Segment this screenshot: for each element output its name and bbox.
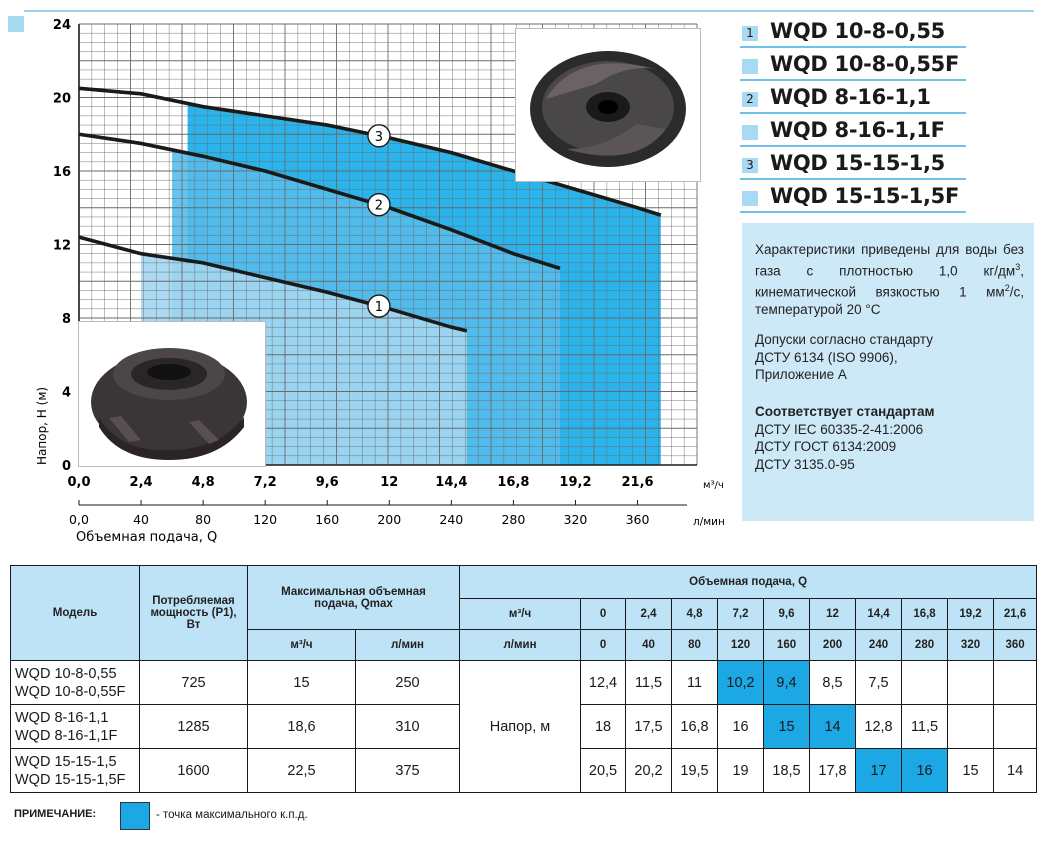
model-cell bbox=[11, 705, 140, 749]
header-q-lmin: 80 bbox=[672, 630, 718, 661]
model-cell bbox=[11, 749, 140, 793]
model-name: WQD 15-15-1,5 bbox=[15, 753, 117, 770]
legend-label: WQD 8-16-1,1F bbox=[770, 118, 945, 142]
power-cell: 1600 bbox=[140, 749, 248, 793]
header-q-m3h: 14,4 bbox=[856, 599, 902, 630]
series-label-3: 3 bbox=[374, 129, 384, 145]
header-q-m3h: 12 bbox=[810, 599, 856, 630]
header-q-lmin: 360 bbox=[994, 630, 1037, 661]
x-tick-label-lmin: 80 bbox=[195, 512, 212, 527]
impeller-photo-bottom bbox=[78, 321, 266, 467]
header-q-lmin: 40 bbox=[626, 630, 672, 661]
model-name: WQD 8-16-1,1 bbox=[15, 709, 109, 726]
legend-label: WQD 10-8-0,55 bbox=[770, 19, 945, 43]
x-tick-label-m3h: 9,6 bbox=[315, 475, 339, 490]
head-value-cell: 11 bbox=[672, 661, 718, 705]
power-cell: 1285 bbox=[140, 705, 248, 749]
standards-text: Соответствует стандартам ДСТУ IEC 60335-2-41:2006 ДСТУ ГОСТ 6134:2009 ДСТУ 3135.0-95 bbox=[755, 404, 935, 472]
legend-badge: 2 bbox=[742, 92, 758, 107]
legend-badge: 3 bbox=[742, 158, 758, 173]
head-value-cell: 18,5 bbox=[764, 749, 810, 793]
qmax-lmin-cell: 310 bbox=[356, 705, 460, 749]
series-label-1: 1 bbox=[374, 300, 384, 316]
x-tick-label-lmin: 280 bbox=[501, 512, 526, 527]
head-value-cell: 10,2 bbox=[718, 661, 764, 705]
tolerance-text: Допуски согласно стандарту ДСТУ 6134 (ISO 9906), Приложение А bbox=[755, 332, 933, 382]
head-value-cell: 12,8 bbox=[856, 705, 902, 749]
x-tick-label-lmin: 240 bbox=[439, 512, 464, 527]
x-tick-label-m3h: 12 bbox=[380, 475, 399, 490]
header-q-m3h: 19,2 bbox=[948, 599, 994, 630]
header-q-m3h: 7,2 bbox=[718, 599, 764, 630]
header-q-m3h: 2,4 bbox=[626, 599, 672, 630]
y-tick-label: 4 bbox=[61, 385, 71, 401]
model-cell bbox=[11, 661, 140, 705]
header-q-m3h: 0 bbox=[581, 599, 626, 630]
x-tick-label-m3h: 16,8 bbox=[497, 475, 530, 490]
header-q-m3h: 4,8 bbox=[672, 599, 718, 630]
legend-item bbox=[740, 51, 966, 81]
head-value-cell: 18 bbox=[581, 705, 626, 749]
legend-badge bbox=[742, 125, 758, 140]
power-cell: 725 bbox=[140, 661, 248, 705]
spec-table-wrap bbox=[10, 565, 1032, 793]
y-tick-label: 12 bbox=[52, 238, 71, 254]
info-box bbox=[742, 223, 1034, 521]
y-tick-label: 20 bbox=[52, 91, 71, 107]
y-tick-label: 24 bbox=[52, 18, 71, 33]
head-value-cell: 20,5 bbox=[581, 749, 626, 793]
head-value-cell: 7,5 bbox=[856, 661, 902, 705]
series-label-2: 2 bbox=[374, 198, 384, 214]
legend-label: WQD 15-15-1,5 bbox=[770, 151, 945, 175]
head-value-cell: 17,5 bbox=[626, 705, 672, 749]
head-value-cell bbox=[948, 661, 994, 705]
head-value-cell: 15 bbox=[948, 749, 994, 793]
qmax-lmin-cell: 250 bbox=[356, 661, 460, 705]
table-row bbox=[11, 661, 1037, 705]
header-q-m3h: 21,6 bbox=[994, 599, 1037, 630]
head-value-cell bbox=[948, 705, 994, 749]
y-tick-label: 8 bbox=[61, 312, 71, 327]
header-q-lmin: 240 bbox=[856, 630, 902, 661]
x-tick-label-m3h: 4,8 bbox=[191, 475, 215, 490]
x-tick-label-m3h: 19,2 bbox=[559, 475, 592, 490]
qmax-m3h-cell: 15 bbox=[248, 661, 356, 705]
max-efficiency-swatch bbox=[120, 802, 150, 830]
head-value-cell: 12,4 bbox=[581, 661, 626, 705]
note bbox=[14, 800, 614, 830]
legend-label: WQD 15-15-1,5F bbox=[770, 184, 959, 208]
head-value-cell: 17,8 bbox=[810, 749, 856, 793]
model-name-f: WQD 8-16-1,1F bbox=[15, 727, 118, 744]
model-name-f: WQD 15-15-1,5F bbox=[15, 771, 126, 788]
head-value-cell bbox=[994, 661, 1037, 705]
header-flow-m3h: м³/ч bbox=[460, 599, 581, 630]
legend-label: WQD 10-8-0,55F bbox=[770, 52, 959, 76]
impeller-photo-top bbox=[515, 28, 701, 182]
x-tick-label-lmin: 200 bbox=[377, 512, 402, 527]
x-tick-label-m3h: 14,4 bbox=[435, 475, 468, 490]
spec-table bbox=[10, 565, 1037, 793]
head-value-cell: 14 bbox=[994, 749, 1037, 793]
model-legend bbox=[740, 18, 966, 216]
head-value-cell: 16,8 bbox=[672, 705, 718, 749]
header-qmax-m3h: м³/ч bbox=[248, 630, 356, 661]
x-tick-label-m3h: 7,2 bbox=[253, 475, 277, 490]
legend-item bbox=[740, 150, 966, 180]
y-tick-label: 0 bbox=[61, 459, 71, 474]
legend-badge bbox=[742, 191, 758, 206]
x-tick-label-lmin: 40 bbox=[133, 512, 150, 527]
head-value-cell: 8,5 bbox=[810, 661, 856, 705]
header-q-lmin: 320 bbox=[948, 630, 994, 661]
x-tick-label-lmin: 120 bbox=[253, 512, 278, 527]
x-unit-m3h: м³/ч bbox=[703, 480, 724, 491]
x-tick-label-m3h: 21,6 bbox=[621, 475, 654, 490]
head-value-cell: 16 bbox=[718, 705, 764, 749]
header-q-lmin: 200 bbox=[810, 630, 856, 661]
header-q-lmin: 160 bbox=[764, 630, 810, 661]
legend-item bbox=[740, 117, 966, 147]
model-name: WQD 10-8-0,55 bbox=[15, 665, 117, 682]
legend-item bbox=[740, 183, 966, 213]
x-unit-lmin: л/мин bbox=[693, 516, 725, 528]
note-text: - точка максимального к.п.д. bbox=[156, 809, 308, 821]
qmax-m3h-cell: 18,6 bbox=[248, 705, 356, 749]
x-tick-label-m3h: 2,4 bbox=[129, 475, 153, 490]
model-name-f: WQD 10-8-0,55F bbox=[15, 683, 126, 700]
header-q-lmin: 120 bbox=[718, 630, 764, 661]
qmax-lmin-cell: 375 bbox=[356, 749, 460, 793]
y-axis-title: Напор, Н (м) bbox=[35, 386, 49, 465]
header-q-lmin: 280 bbox=[902, 630, 948, 661]
head-value-cell: 15 bbox=[764, 705, 810, 749]
head-value-cell: 14 bbox=[810, 705, 856, 749]
head-label-cell: Напор, м bbox=[460, 661, 581, 793]
header-flow: Объемная подача, Q bbox=[460, 566, 1037, 599]
test-conditions-text: Характеристики приведены для воды без газа с плотностью 1,0 $кг/дм^3$, кинематической вязкостью 1 $мм^2/с$, температурой 20 °С bbox=[755, 242, 1024, 317]
legend-badge: 1 bbox=[742, 26, 758, 41]
x-tick-label-lmin: 320 bbox=[563, 512, 588, 527]
legend-item bbox=[740, 84, 966, 114]
legend-badge bbox=[742, 59, 758, 74]
y-tick-label: 16 bbox=[52, 165, 71, 180]
note-label: ПРИМЕЧАНИЕ: bbox=[14, 808, 97, 820]
legend-label: WQD 8-16-1,1 bbox=[770, 85, 931, 109]
x-tick-label-lmin: 0,0 bbox=[69, 512, 89, 527]
head-value-cell: 17 bbox=[856, 749, 902, 793]
head-value-cell: 9,4 bbox=[764, 661, 810, 705]
x-tick-label-m3h: 0,0 bbox=[67, 475, 91, 490]
header-q-lmin: 0 bbox=[581, 630, 626, 661]
head-value-cell: 16 bbox=[902, 749, 948, 793]
header-model: Модель bbox=[11, 566, 140, 661]
header-q-m3h: 16,8 bbox=[902, 599, 948, 630]
head-value-cell: 19 bbox=[718, 749, 764, 793]
header-qmax: Максимальная объемная подача, Qmax bbox=[248, 566, 460, 630]
x-tick-label-lmin: 360 bbox=[625, 512, 650, 527]
x-tick-label-lmin: 160 bbox=[315, 512, 340, 527]
x-axis-title: Объемная подача, Q bbox=[76, 530, 218, 545]
qmax-m3h-cell: 22,5 bbox=[248, 749, 356, 793]
head-value-cell bbox=[994, 705, 1037, 749]
head-value-cell: 11,5 bbox=[626, 661, 672, 705]
head-value-cell: 20,2 bbox=[626, 749, 672, 793]
head-value-cell bbox=[902, 661, 948, 705]
header-power: Потребляемая мощность (Р1), Вт bbox=[140, 566, 248, 661]
head-value-cell: 19,5 bbox=[672, 749, 718, 793]
head-value-cell: 11,5 bbox=[902, 705, 948, 749]
header-flow-lmin: л/мин bbox=[460, 630, 581, 661]
header-q-m3h: 9,6 bbox=[764, 599, 810, 630]
header-qmax-lmin: л/мин bbox=[356, 630, 460, 661]
legend-item bbox=[740, 18, 966, 48]
